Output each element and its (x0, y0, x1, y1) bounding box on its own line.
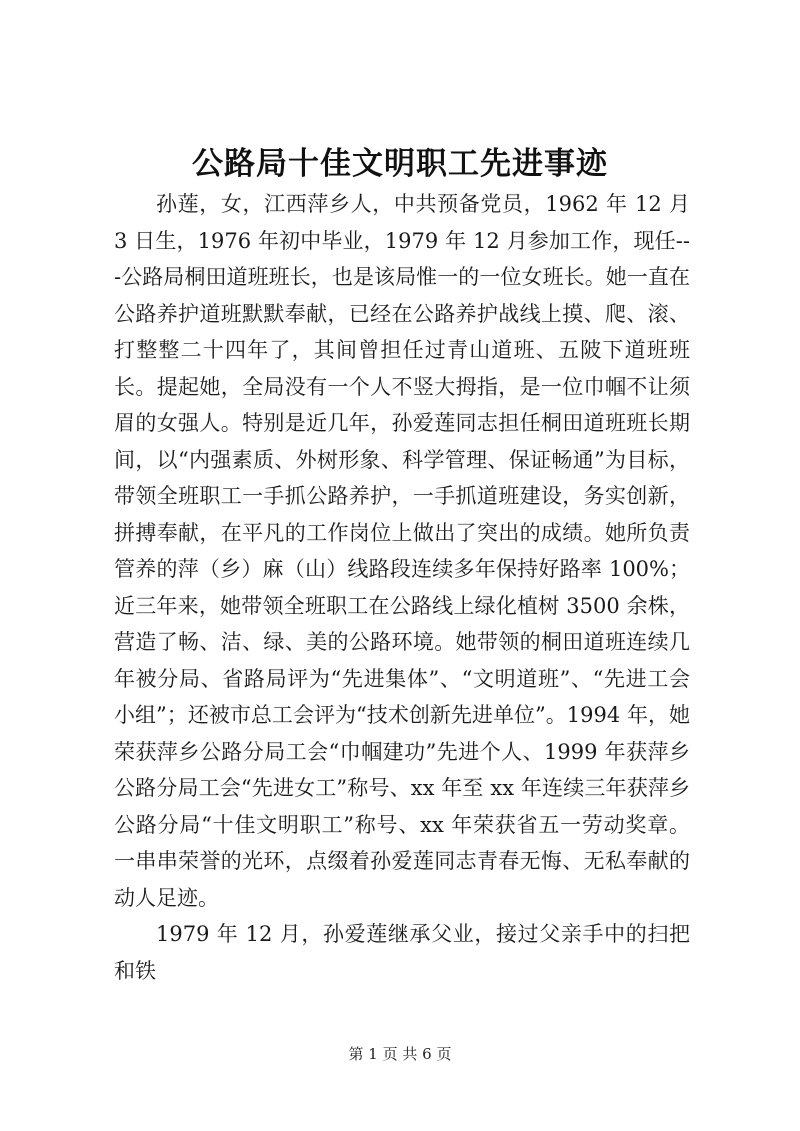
page-footer: 第 1 页 共 6 页 (348, 1045, 452, 1063)
paragraph-2: 1979 年 12 月，孙爱莲继承父业，接过父亲手中的扫把和铁 (114, 922, 690, 983)
document-body (114, 186, 690, 989)
paragraph-1: 孙莲，女，江西萍乡人，中共预备党员，1962 年 12 月 3 日生，1976 年初中毕业，1979 年 12 月参加工作，现任---公路局桐田道班班长，也是该局惟一的一位女班长。她一直在公路养护道班默默奉献，已经在公路养护战线上摸、爬、滚、打整整二十四年了，其间曾担任过青山道班、五陂下道班班长。提起她，全局没有一个人不竖大拇指，是一位巾帼不让须眉的女强人。特别是近几年，孙爱莲同志担任桐田道班班长期间，以“内强素质、外树形象、科学管理、保证畅通”为目标，带领全班职工一手抓公路养护，一手抓道班建设，务实创新，拼搏奉献，在平凡的工作岗位上做出了突出的成绩。她所负责管养的萍（乡）麻（山）线路段连续多年保持好路率 100%；近三年来，她带领全班职工在公路线上绿化植树 3500 余株，营造了畅、洁、绿、美的公路环境。她带领的桐田道班连续几年被分局、省路局评为“先进集体”、“文明道班”、“先进工会小组”；还被市总工会评为“技术创新先进单位”。1994 年，她荣获萍乡公路分局工会“巾帼建功”先进个人、1999 年获萍乡公路分局工会“先进女工”称号、xx 年至 xx 年连续三年获萍乡公路分局“十佳文明职工”称号、xx 年荣获省五一劳动奖章。一串串荣誉的光环，点缀着孙爱莲同志青春无悔、无私奉献的动人足迹。 (114, 192, 690, 910)
document-title: 公路局十佳文明职工先进事迹 (192, 146, 608, 182)
